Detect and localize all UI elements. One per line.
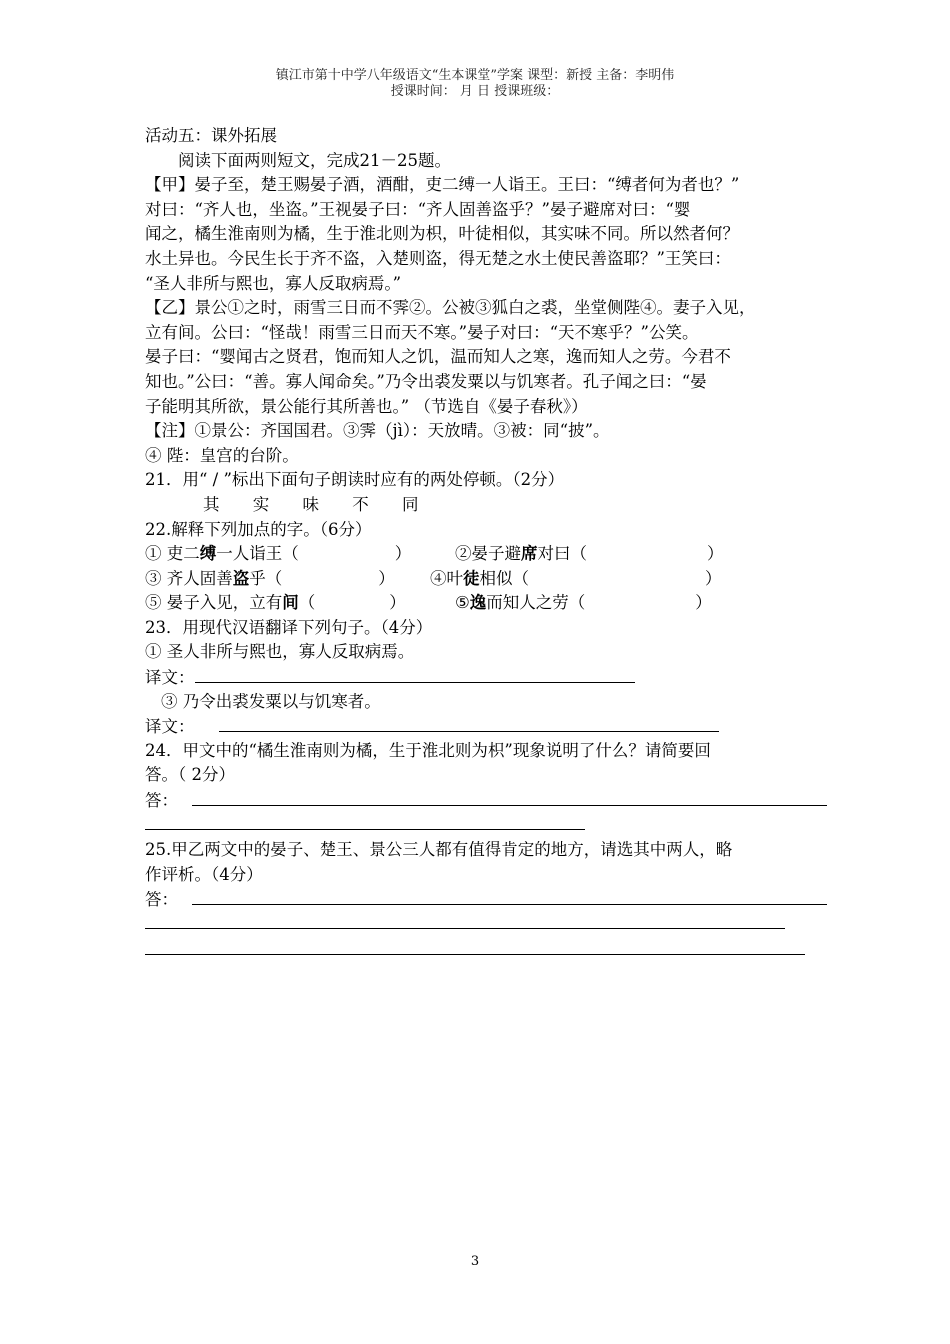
text-jia [145,173,835,296]
question-24-stem: 答。（ 2分） [145,765,235,785]
item-text: ） [695,593,712,613]
text-yi-line: 子能明其所欲，景公能行其所善也。” （节选自《晏子春秋》） [145,396,588,416]
item-text: 而知人之劳（ [486,593,586,613]
question-22-item [145,542,455,567]
item-text: ②晏子避 [455,544,521,564]
translation-row-2 [145,714,835,739]
answer-line[interactable] [192,887,827,905]
header-line-1: 镇江市第十中学八年级语文“生本课堂”学案 课型：新授 主备：李明伟 [275,68,675,83]
text-jia-line: 【甲】晏子至，楚王赐晏子酒，酒酣，吏二缚一人诣王。王曰：“缚者何为者也？” [145,175,740,195]
answer-row [145,788,835,813]
dotted-char: 逸 [469,593,487,613]
question-22-item [145,591,455,616]
item-text: 相似（ [479,568,529,588]
text-jia-line: 对曰：“齐人也，坐盗。”王视晏子曰：“齐人固善盗乎？”晏子避席对曰：“婴 [145,199,691,219]
text-yi-line: 立有间。公曰：“怪哉！雨雪三日而天不寒。”晏子对曰：“天不寒乎？”公笑。 [145,322,699,342]
translation-label: 译文： [145,668,195,688]
translation-answer-line[interactable] [195,665,635,683]
text-jia-line: 水土异也。今民生长于齐不盗，入楚则盗，得无楚之水土使民善盗耶？”王笑曰： [145,248,731,268]
page-number: 3 [470,1254,480,1269]
item-text: ④叶 [430,568,463,588]
text-jia-line: “圣人非所与熙也，寡人反取病焉。” [145,273,402,293]
question-23-stem: 23．用现代汉语翻译下列句子。（4分） [145,617,433,637]
instruction: 阅读下面两则短文，完成21－25题。 [178,150,451,170]
dotted-char: 盗 [232,568,250,588]
question-21-stem: 21．用“ / ”标出下面句子朗读时应有的两处停顿。（2分） [145,470,565,490]
dotted-char: 徒 [463,568,480,588]
question-25-stem: 作评析。（4分） [145,864,263,884]
header-line-2: 授课时间： 月 日 授课班级： [390,84,560,99]
question-22-item [145,567,430,592]
question-21-sentence: 其 实 味 不 同 [203,494,433,514]
question-22-row [145,591,835,616]
note-line: 【注】①景公：齐国国君。③霁（jì）：天放晴。③被：同“披”。 [145,421,610,441]
activity-title: 活动五：课外拓展 [145,126,277,145]
answer-line[interactable] [192,788,827,806]
dotted-char: 缚 [199,544,217,564]
item-text: ⑤ 晏子入见，立有 [145,593,283,613]
item-text: 乎（ [249,568,283,588]
item-text: 一人诣王（ [216,544,299,564]
item-text: ） [394,544,412,564]
answer-label: 答： [145,791,178,811]
item-text: ③ 齐人固善 [145,568,233,588]
worksheet-body [145,124,835,963]
translation-row-1 [145,665,835,690]
answer-line[interactable] [145,813,585,830]
text-jia-line: 闻之，橘生淮南则为橘，生于淮北则为枳，叶徒相似，其实味不同。所以然者何？ [145,224,739,244]
question-22-item [430,567,722,592]
question-22-item [455,591,712,616]
answer-row [145,887,835,912]
question-23-sentence-2: ③ 乃令出裘发粟以与饥寒者。 [161,691,381,711]
answer-line[interactable] [145,938,805,955]
translation-answer-line[interactable] [219,714,719,732]
item-text: ） [389,593,406,613]
item-text: ） [378,568,395,588]
item-text: ① 吏二 [145,544,200,564]
answer-label: 答： [145,890,178,910]
dotted-char: 席 [521,544,538,564]
text-yi-line: 知也。”公曰：“善。寡人闻命矣。”乃令出裘发粟以与饥寒者。孔子闻之曰：“晏 [145,371,707,391]
text-yi-line: 晏子曰：“婴闻古之贤君，饱而知人之饥，温而知人之寒，逸而知人之劳。今君不 [145,347,731,367]
item-text: ⑤ [455,593,470,613]
note-line: ④ 陛：皇宫的台阶。 [145,445,299,465]
question-25-stem: 25.甲乙两文中的晏子、楚王、景公三人都有值得肯定的地方，请选其中两人，略 [145,840,733,860]
question-22-row [145,567,835,592]
text-yi-line: 【乙】景公①之时，雨雪三日而不霁②。公被③狐白之裘，坐堂侧陛④。妻子入见， [145,298,756,318]
question-22-row [145,542,835,567]
item-text: ） [705,568,722,588]
question-23-sentence-1: ① 圣人非所与熙也，寡人反取病焉。 [145,642,415,662]
question-22-stem: 22.解释下列加点的字。（6分） [145,519,372,539]
item-text: ） [707,544,724,564]
item-text: 对曰（ [537,544,587,564]
translation-label: 译文： [145,717,195,737]
text-yi [145,296,835,419]
question-22-item [455,542,724,567]
question-24-stem: 24．甲文中的“橘生淮南则为橘，生于淮北则为枳”现象说明了什么？请简要回 [145,740,711,760]
dotted-char: 间 [282,593,299,613]
item-text: （ [298,593,316,613]
answer-line[interactable] [145,912,785,929]
